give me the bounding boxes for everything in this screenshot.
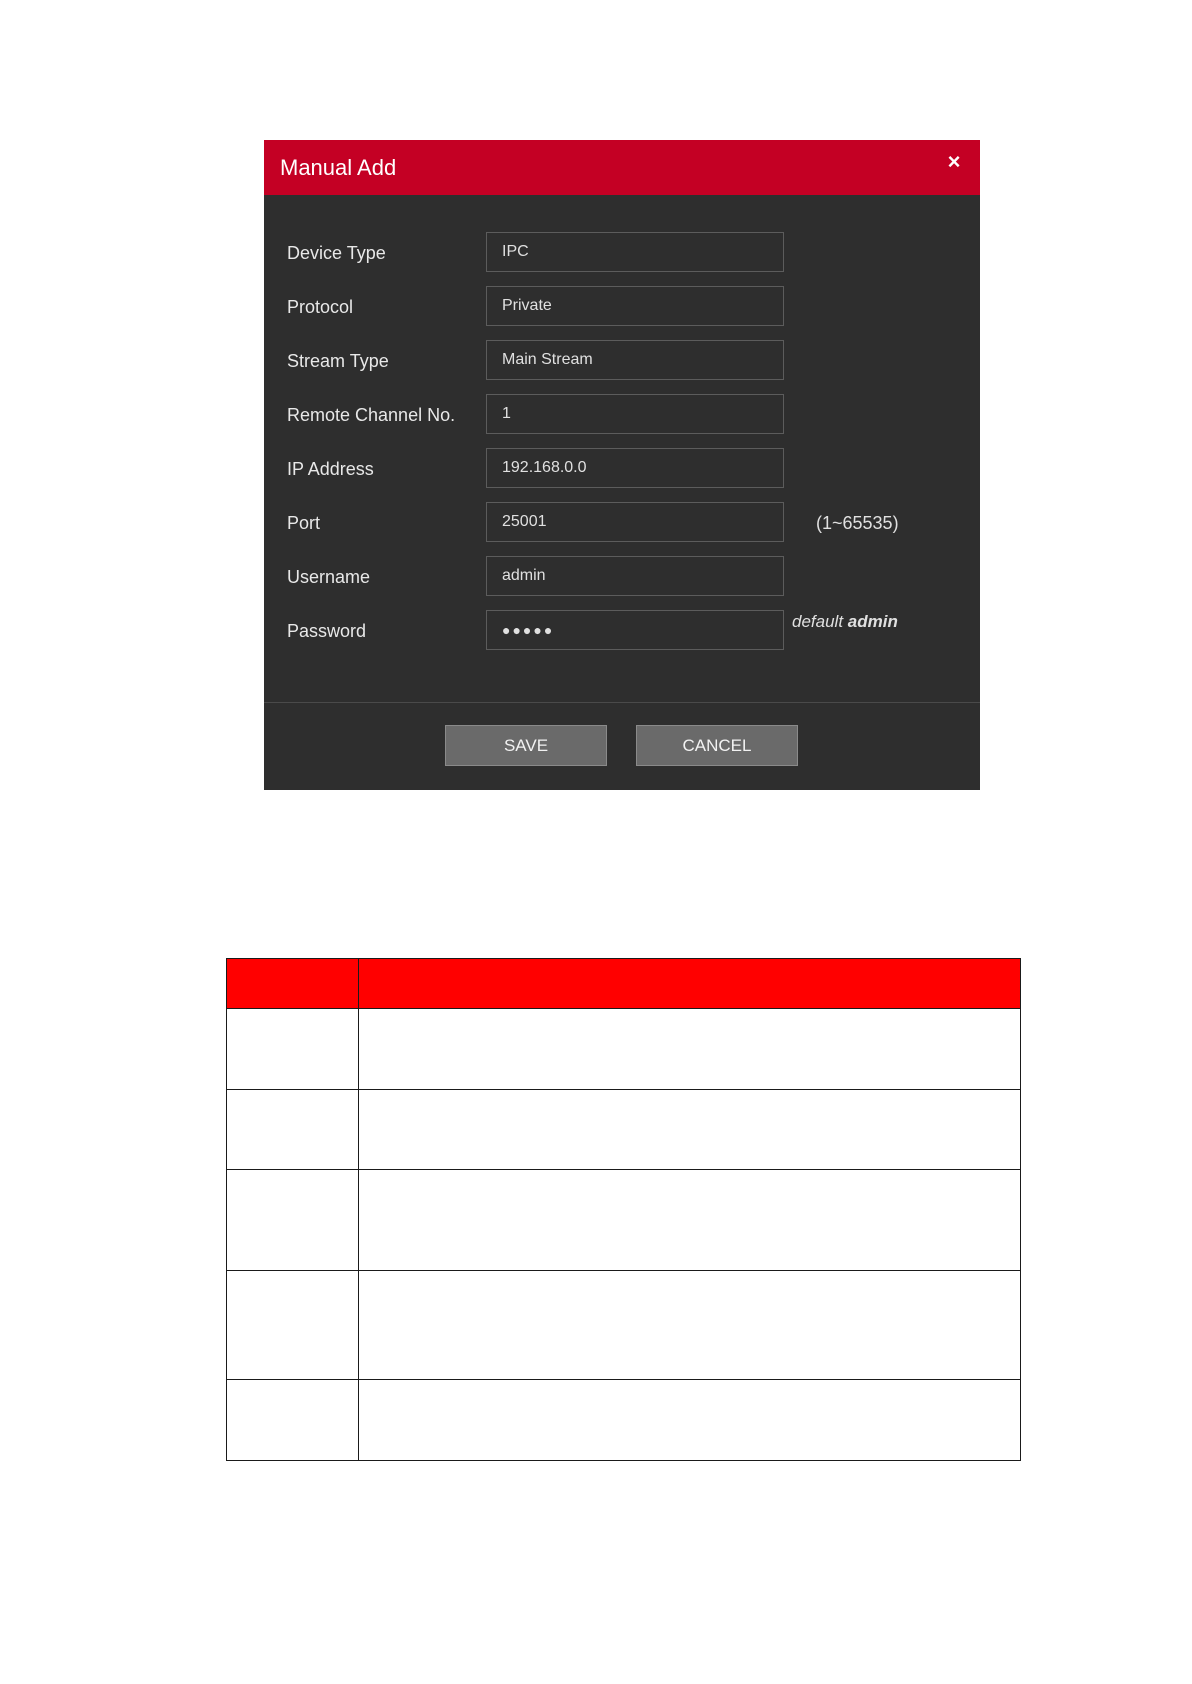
device-type-select[interactable]: IPC — [486, 232, 784, 272]
username-label: Username — [287, 567, 371, 587]
field-row-ip-address — [264, 448, 980, 490]
dialog-divider — [264, 702, 980, 703]
password-hint-value: admin — [847, 612, 898, 631]
ip-address-input[interactable]: 192.168.0.0 — [486, 448, 784, 488]
table-row — [227, 1170, 1021, 1271]
field-row-remote-channel — [264, 394, 980, 436]
save-button[interactable]: SAVE — [445, 725, 607, 766]
dialog-title: Manual Add — [280, 155, 397, 180]
table-row — [227, 1380, 1021, 1461]
dialog-header — [264, 140, 980, 195]
table-cell — [227, 1170, 359, 1271]
field-row-protocol — [264, 286, 980, 328]
protocol-label: Protocol — [287, 297, 354, 317]
field-row-stream-type — [264, 340, 980, 382]
password-label: Password — [287, 621, 367, 641]
table-cell — [227, 1380, 359, 1461]
table-header-row — [227, 959, 1021, 1009]
device-type-label: Device Type — [287, 243, 386, 263]
ip-address-label: IP Address — [287, 459, 374, 479]
table-row — [227, 1009, 1021, 1090]
field-row-port — [264, 502, 980, 544]
table-row — [227, 1271, 1021, 1380]
remote-channel-label: Remote Channel No. — [287, 405, 456, 425]
field-row-password — [264, 610, 980, 652]
field-row-username — [264, 556, 980, 598]
port-range-hint: (1~65535) — [816, 513, 899, 533]
stream-type-select[interactable]: Main Stream — [486, 340, 784, 380]
password-hint-prefix: default — [792, 612, 844, 631]
password-default-hint — [792, 612, 898, 632]
remote-channel-input[interactable]: 1 — [486, 394, 784, 434]
table-cell — [359, 1380, 1021, 1461]
username-input[interactable]: admin — [486, 556, 784, 596]
port-input[interactable]: 25001 — [486, 502, 784, 542]
table-row — [227, 1090, 1021, 1170]
protocol-select[interactable]: Private — [486, 286, 784, 326]
table-cell — [227, 1090, 359, 1170]
table-header-cell — [227, 959, 359, 1009]
port-label: Port — [287, 513, 321, 533]
cancel-button[interactable]: CANCEL — [636, 725, 798, 766]
table-header-cell — [359, 959, 1021, 1009]
field-row-device-type — [264, 232, 980, 274]
manual-add-dialog — [264, 140, 980, 790]
close-icon[interactable]: × — [947, 149, 961, 174]
stream-type-label: Stream Type — [287, 351, 389, 371]
table-cell — [227, 1009, 359, 1090]
table-cell — [227, 1271, 359, 1380]
password-input[interactable]: ●●●●● — [486, 610, 784, 650]
parameter-table — [226, 958, 1021, 1461]
table-cell — [359, 1090, 1021, 1170]
table-cell — [359, 1170, 1021, 1271]
table-cell — [359, 1271, 1021, 1380]
table-cell — [359, 1009, 1021, 1090]
